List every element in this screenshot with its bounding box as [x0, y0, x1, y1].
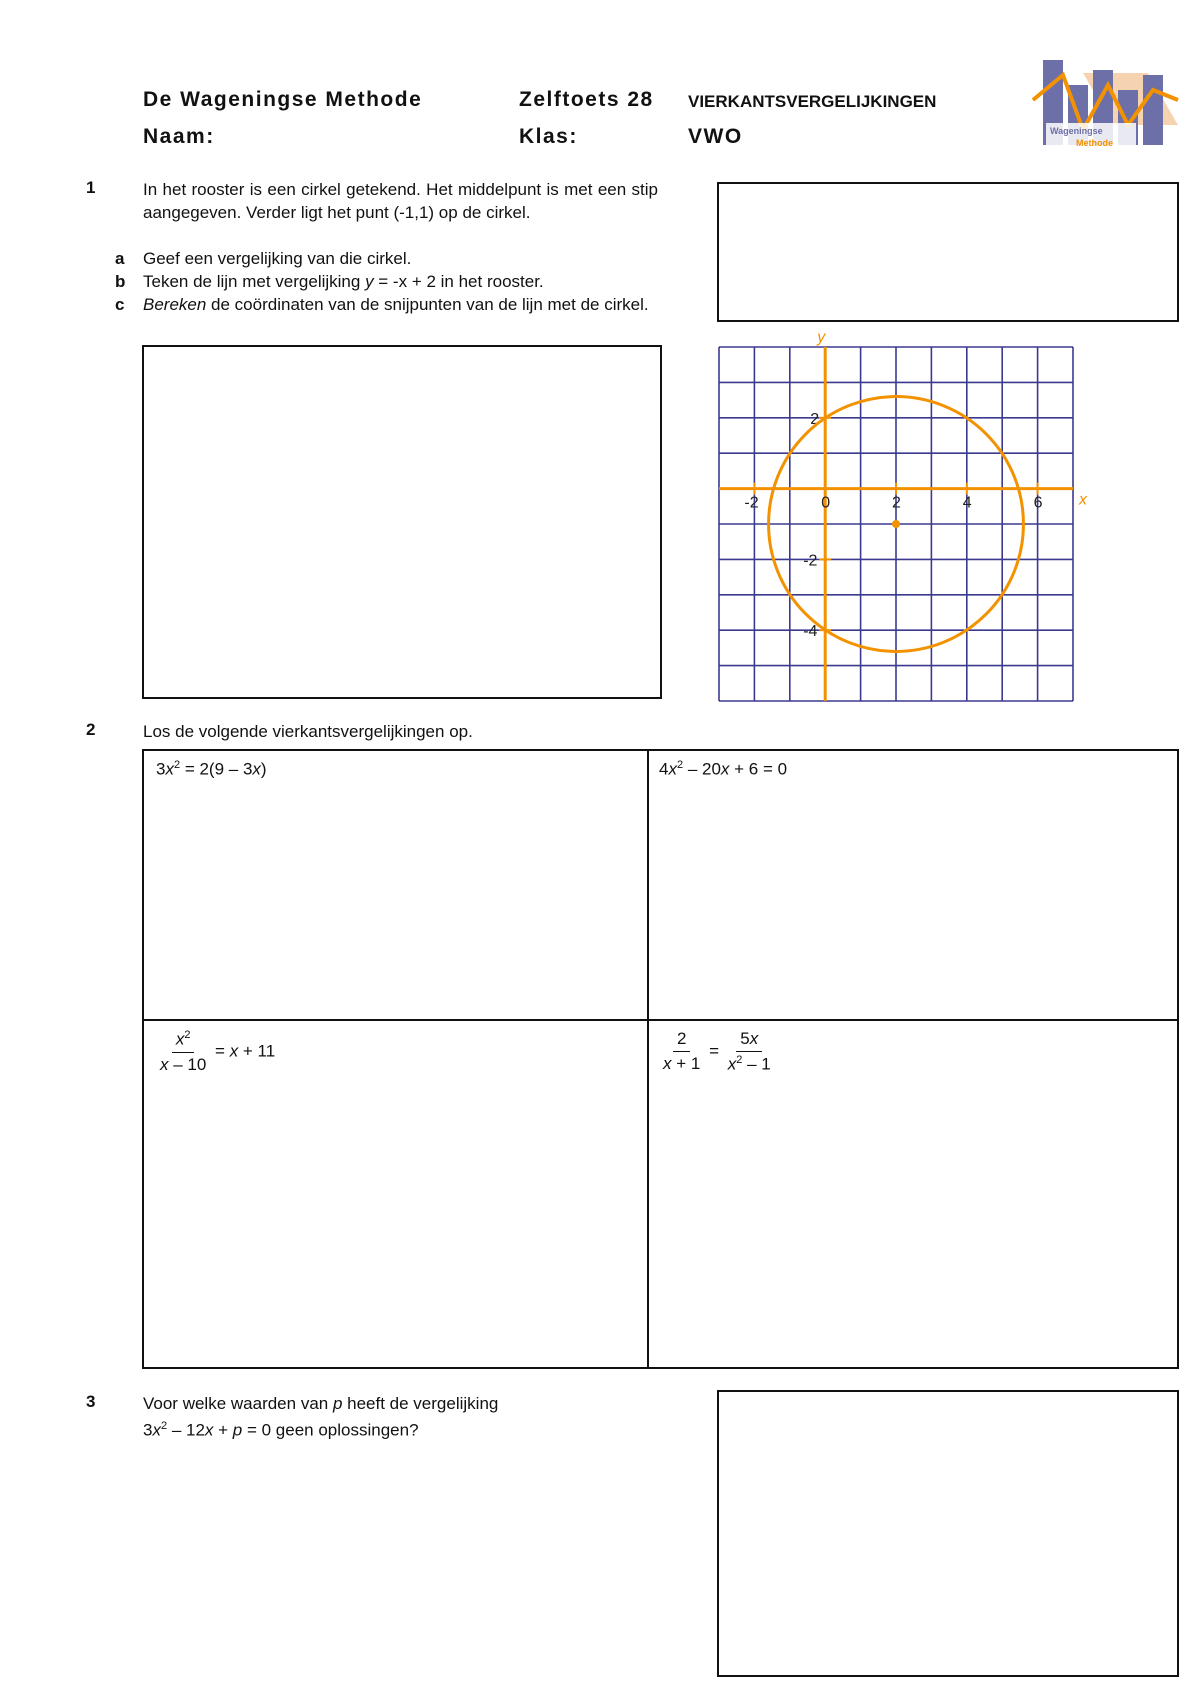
question-3-number: 3: [86, 1392, 96, 1411]
y-axis-label: y: [817, 329, 826, 346]
y-tick-label: 2: [810, 410, 820, 428]
equation-4[interactable]: $\frac{2}{x + 1}$ = $\frac{5x}{x^2 - 1}$: [659, 1029, 775, 1075]
question-2-intro: Los de volgende vierkantsvergelijkingen op.: [143, 722, 473, 741]
part-c: [115, 293, 658, 316]
center-point: [892, 520, 900, 528]
grid-svg[interactable]: [715, 325, 1095, 705]
logo-text-line1: Wageningse: [1050, 126, 1103, 136]
x-tick-label: -2: [744, 494, 759, 512]
logo-text-line2: Methode: [1076, 138, 1113, 148]
class-label: Klas:: [519, 125, 578, 148]
coordinate-grid[interactable]: [715, 325, 1095, 705]
equations-table: [142, 749, 1179, 1369]
table-horizontal-divider: [144, 1019, 1177, 1021]
topic-title: VIERKANTSVERGELIJKINGEN: [688, 92, 937, 111]
equation-1[interactable]: $3x^2 = 2(9 - 3x)$: [156, 759, 267, 779]
method-title: De Wageningse Methode: [143, 88, 423, 111]
x-tick-label: 0: [821, 494, 831, 512]
logo-bar: [1143, 75, 1163, 145]
part-a: [115, 247, 658, 270]
part-b-text-post: = -x + 2 in het rooster.: [373, 272, 544, 291]
name-label: Naam:: [143, 125, 215, 148]
part-b-label: b: [115, 272, 126, 291]
equation-3[interactable]: $\frac{x^2}{x - 10}$ = x + 11: [156, 1029, 275, 1075]
y-tick-label: -4: [803, 623, 818, 641]
question-3-line-2: $3x^2 - 12x + p = 0$ geen oplossingen?: [143, 1420, 419, 1440]
part-b-var: y: [365, 272, 374, 291]
question-2-number: 2: [86, 720, 96, 739]
wageningse-methode-logo: [1028, 55, 1188, 155]
part-a-text: Geef een vergelijking van die cirkel.: [143, 249, 412, 268]
x-tick-label: 6: [1033, 494, 1043, 512]
answer-box-1a[interactable]: [717, 182, 1179, 322]
test-title: Zelftoets 28: [519, 88, 654, 111]
part-c-label: c: [115, 295, 125, 314]
answer-box-3[interactable]: [717, 1390, 1179, 1677]
part-c-emphasis: Bereken: [143, 295, 207, 314]
equation-4-fraction-left: $\frac{2}{x + 1}$: [663, 1029, 701, 1074]
x-tick-label: 2: [892, 494, 901, 512]
part-b-text-pre: Teken de lijn met vergelijking: [143, 272, 366, 291]
table-vertical-divider: [647, 751, 649, 1367]
equation-4-fraction-right: $\frac{5x}{x^2 - 1}$: [727, 1029, 771, 1074]
y-tick-label: -2: [803, 552, 818, 570]
question-3-text: [143, 1392, 498, 1442]
question-1-number: 1: [86, 178, 96, 197]
level-label: VWO: [688, 125, 743, 148]
answer-box-1c[interactable]: [142, 345, 662, 699]
part-b: [115, 270, 658, 293]
part-c-text: de coördinaten van de snijpunten van de lijn met de cirkel.: [206, 295, 649, 314]
question-3-line-1: Voor welke waarden van p heeft de vergelijking: [143, 1394, 499, 1413]
question-1-parts: [115, 247, 658, 316]
question-1-intro: In het rooster is een cirkel getekend. Het middelpunt is met een stip aangegeven. Verder ligt het punt (-1,1) op de cirkel.: [143, 180, 658, 222]
equation-3-fraction: $\frac{x^2}{x - 10}$: [160, 1029, 207, 1074]
part-a-label: a: [115, 249, 125, 268]
x-tick-label: 4: [962, 494, 972, 512]
x-axis-label: x: [1079, 491, 1087, 509]
equation-2[interactable]: $4x^2 - 20x + 6 = 0$: [659, 759, 788, 779]
